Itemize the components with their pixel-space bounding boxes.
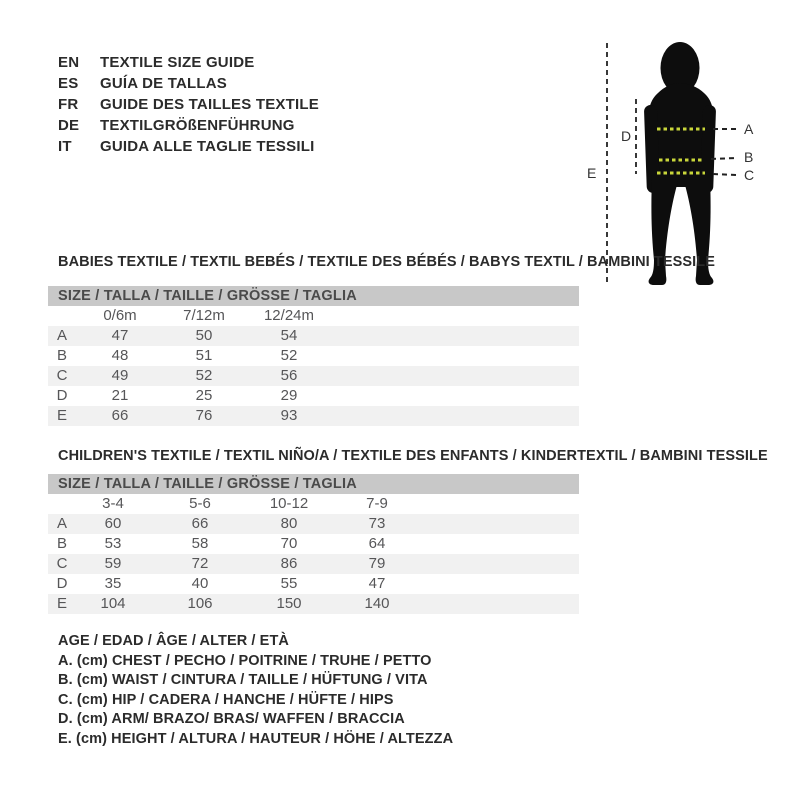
- cell: 21: [111, 387, 129, 404]
- row-label: B: [56, 347, 67, 364]
- cell: 60: [104, 515, 122, 532]
- figure-label-c: C: [744, 167, 755, 183]
- language-title: GUIDA ALLE TAGLIE TESSILI: [100, 138, 315, 155]
- row-label: B: [56, 535, 67, 552]
- table-row: [48, 534, 579, 554]
- cell: 35: [104, 575, 122, 592]
- column-header: 10-12: [269, 495, 309, 512]
- cell: 25: [195, 387, 213, 404]
- babies-table: [48, 286, 579, 426]
- row-label: A: [56, 327, 67, 344]
- row-label: A: [56, 515, 67, 532]
- cell: 56: [280, 367, 298, 384]
- column-header: 3-4: [102, 495, 124, 512]
- header-spacer: [48, 306, 76, 326]
- cell: 47: [111, 327, 129, 344]
- column-header: 7-9: [366, 495, 388, 512]
- cell: 73: [368, 515, 386, 532]
- cell: 51: [195, 347, 213, 364]
- cell: 72: [191, 555, 209, 572]
- cell: 64: [368, 535, 386, 552]
- header-spacer: [48, 494, 76, 514]
- table-row: [48, 554, 579, 574]
- children-table-title: CHILDREN'S TEXTILE / TEXTIL NIÑO/A / TEXTILE DES ENFANTS / KINDERTEXTIL / BAMBINI TESSILE: [58, 448, 768, 464]
- language-title: GUIDE DES TAILLES TEXTILE: [100, 96, 319, 113]
- legend-hip: C. (cm) HIP / CADERA / HANCHE / HÜFTE / HIPS: [58, 691, 394, 708]
- language-code: DE: [58, 117, 80, 134]
- cell: 52: [195, 367, 213, 384]
- figure-label-d: D: [621, 128, 632, 144]
- language-title: TEXTILE SIZE GUIDE: [100, 54, 255, 71]
- cell: 150: [276, 595, 302, 612]
- cell: 106: [187, 595, 213, 612]
- language-list: [58, 52, 319, 157]
- legend-arm: D. (cm) ARM/ BRAZO/ BRAS/ WAFFEN / BRACCIA: [58, 711, 405, 728]
- row-label: E: [56, 407, 67, 424]
- cell: 104: [100, 595, 126, 612]
- column-header: 12/24m: [263, 307, 315, 324]
- column-header: 0/6m: [103, 307, 137, 324]
- children-table: [48, 474, 579, 614]
- children-size-bar: SIZE / TALLA / TAILLE / GRÖSSE / TAGLIA: [48, 474, 579, 494]
- column-header: 5-6: [189, 495, 211, 512]
- cell: 66: [111, 407, 129, 424]
- legend-chest: A. (cm) CHEST / PECHO / POITRINE / TRUHE / PETTO: [58, 652, 432, 669]
- cell: 54: [280, 327, 298, 344]
- child-silhouette: [644, 42, 716, 285]
- language-row-es: [58, 73, 319, 94]
- language-title: GUÍA DE TALLAS: [100, 75, 227, 92]
- table-row: [48, 594, 579, 614]
- row-label: D: [56, 575, 68, 592]
- babies-header-row: [48, 306, 579, 326]
- legend-height: E. (cm) HEIGHT / ALTURA / HAUTEUR / HÖHE / ALTEZZA: [58, 730, 454, 747]
- row-label: E: [56, 595, 67, 612]
- figure-label-a: A: [744, 121, 754, 137]
- cell: 47: [368, 575, 386, 592]
- cell: 70: [280, 535, 298, 552]
- cell: 29: [280, 387, 298, 404]
- cell: 50: [195, 327, 213, 344]
- cell: 66: [191, 515, 209, 532]
- cell: 79: [368, 555, 386, 572]
- cell: 49: [111, 367, 129, 384]
- figure-label-b: B: [744, 149, 754, 165]
- cell: 58: [191, 535, 209, 552]
- legend-age: AGE / EDAD / ÂGE / ALTER / ETÀ: [58, 633, 289, 649]
- table-row: [48, 326, 579, 346]
- waist-dash-b: [711, 158, 737, 159]
- table-row: [48, 386, 579, 406]
- cell: 80: [280, 515, 298, 532]
- cell: 55: [280, 575, 298, 592]
- cell: 52: [280, 347, 298, 364]
- language-code: ES: [58, 75, 79, 92]
- table-row: [48, 574, 579, 594]
- figure-label-e: E: [587, 165, 597, 181]
- babies-size-bar: SIZE / TALLA / TAILLE / GRÖSSE / TAGLIA: [48, 286, 579, 306]
- hip-dash-c: [713, 174, 737, 175]
- table-row: [48, 346, 579, 366]
- language-code: FR: [58, 96, 79, 113]
- language-row-en: [58, 52, 319, 73]
- language-code: IT: [58, 138, 72, 155]
- language-row-fr: [58, 94, 319, 115]
- table-row: [48, 366, 579, 386]
- cell: 86: [280, 555, 298, 572]
- column-header: 7/12m: [183, 307, 225, 324]
- cell: 93: [280, 407, 298, 424]
- cell: 140: [364, 595, 390, 612]
- table-row: [48, 406, 579, 426]
- cell: 48: [111, 347, 129, 364]
- row-label: C: [56, 367, 68, 384]
- measurement-legend: [58, 632, 453, 750]
- language-row-it: [58, 136, 319, 157]
- cell: 59: [104, 555, 122, 572]
- cell: 53: [104, 535, 122, 552]
- row-label: D: [56, 387, 68, 404]
- language-code: EN: [58, 54, 80, 71]
- table-row: [48, 514, 579, 534]
- row-label: C: [56, 555, 68, 572]
- babies-table-title: BABIES TEXTILE / TEXTIL BEBÉS / TEXTILE DES BÉBÉS / BABYS TEXTIL / BAMBINI TESSILE: [58, 254, 716, 270]
- cell: 76: [195, 407, 213, 424]
- children-header-row: [48, 494, 579, 514]
- language-row-de: [58, 115, 319, 136]
- cell: 40: [191, 575, 209, 592]
- legend-waist: B. (cm) WAIST / CINTURA / TAILLE / HÜFTUNG / VITA: [58, 672, 428, 689]
- language-title: TEXTILGRÖßENFÜHRUNG: [100, 117, 295, 134]
